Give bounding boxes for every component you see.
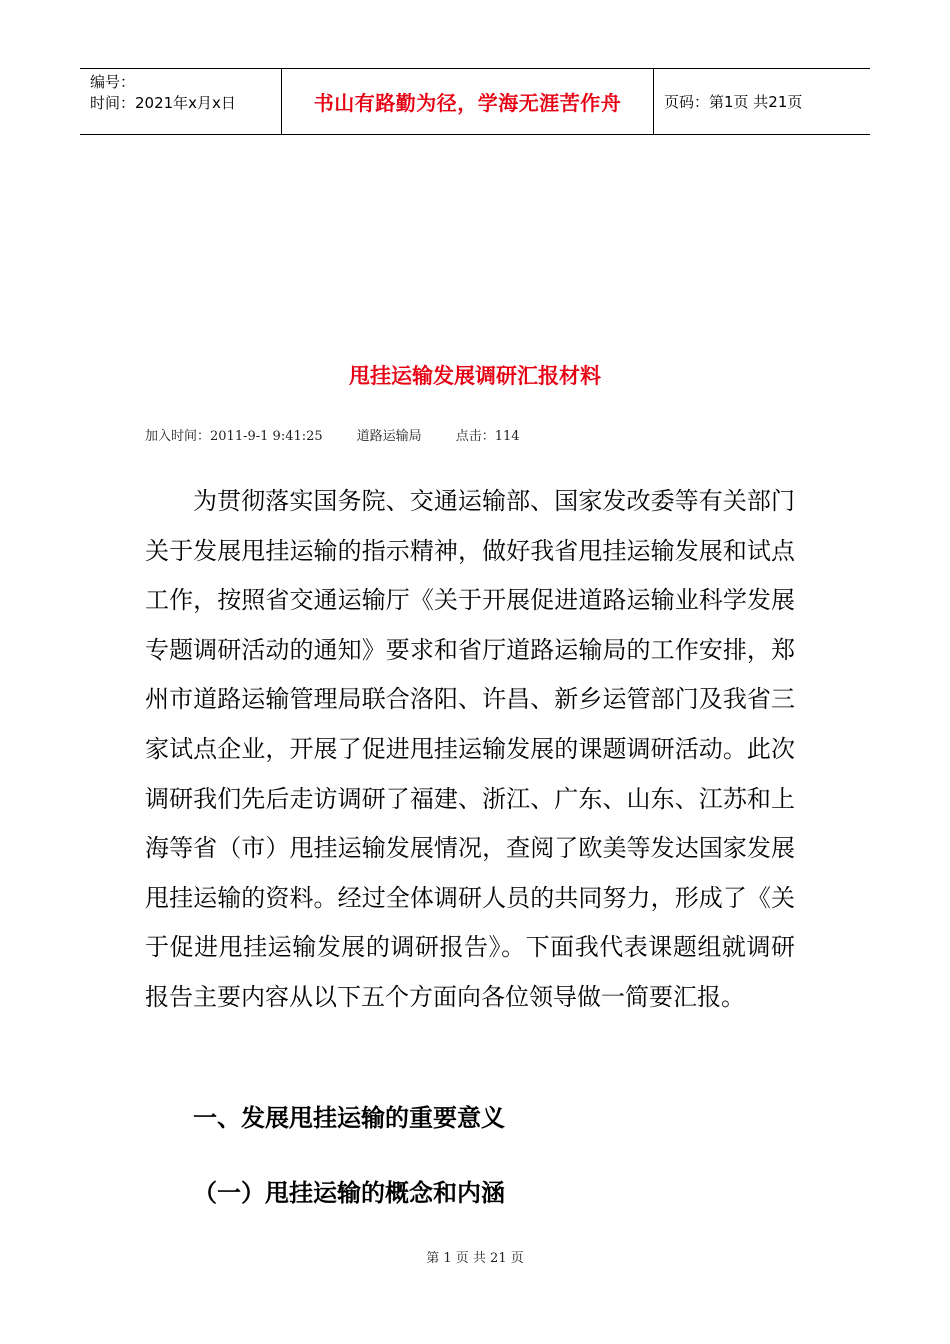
time-label: 时间：2021年x月x日 [90,94,236,112]
header-page-info: 页码：第1页 共21页 [664,93,803,111]
added-time: 加入时间：2011-9-1 9:41:25 [145,429,323,444]
body-paragraph: 为贯彻落实国务院、交通运输部、国家发改委等有关部门关于发展甩挂运输的指示精神，做好我省甩挂运输发展和试点工作，按照省交通运输厅《关于开展促进道路运输业科学发展专题调研活动的通知》要求和省厅道路运输局的工作安排，郑州市道路运输管理局联合洛阳、许昌、新乡运管部门及我省三家试点企业，开展了促进甩挂运输发展的课题调研活动。此次调研我们先后走访调研了福建、浙江、广东、山东、江苏和上海等省（市）甩挂运输发展情况，查阅了欧美等发达国家发展甩挂运输的资料。经过全体调研人员的共同努力，形成了《关于促进甩挂运输发展的调研报告》。下面我代表课题组就调研报告主要内容从以下五个方面向各位领导做一简要汇报。 [145,487,795,1011]
header-info-cell [80,69,282,134]
article-meta [145,425,520,444]
click-count: 点击：114 [455,429,520,444]
number-label: 编号： [90,73,136,91]
source: 道路运输局 [356,429,422,444]
subsection-heading: （一）甩挂运输的概念和内涵 [193,1179,505,1207]
page-footer: 第 1 页 共 21 页 [426,1251,524,1266]
article-title: 甩挂运输发展调研汇报材料 [349,364,601,388]
header-motto: 书山有路勤为径，学海无涯苦作舟 [282,69,654,134]
document-header [80,68,870,135]
section-heading: 一、发展甩挂运输的重要意义 [193,1104,505,1132]
